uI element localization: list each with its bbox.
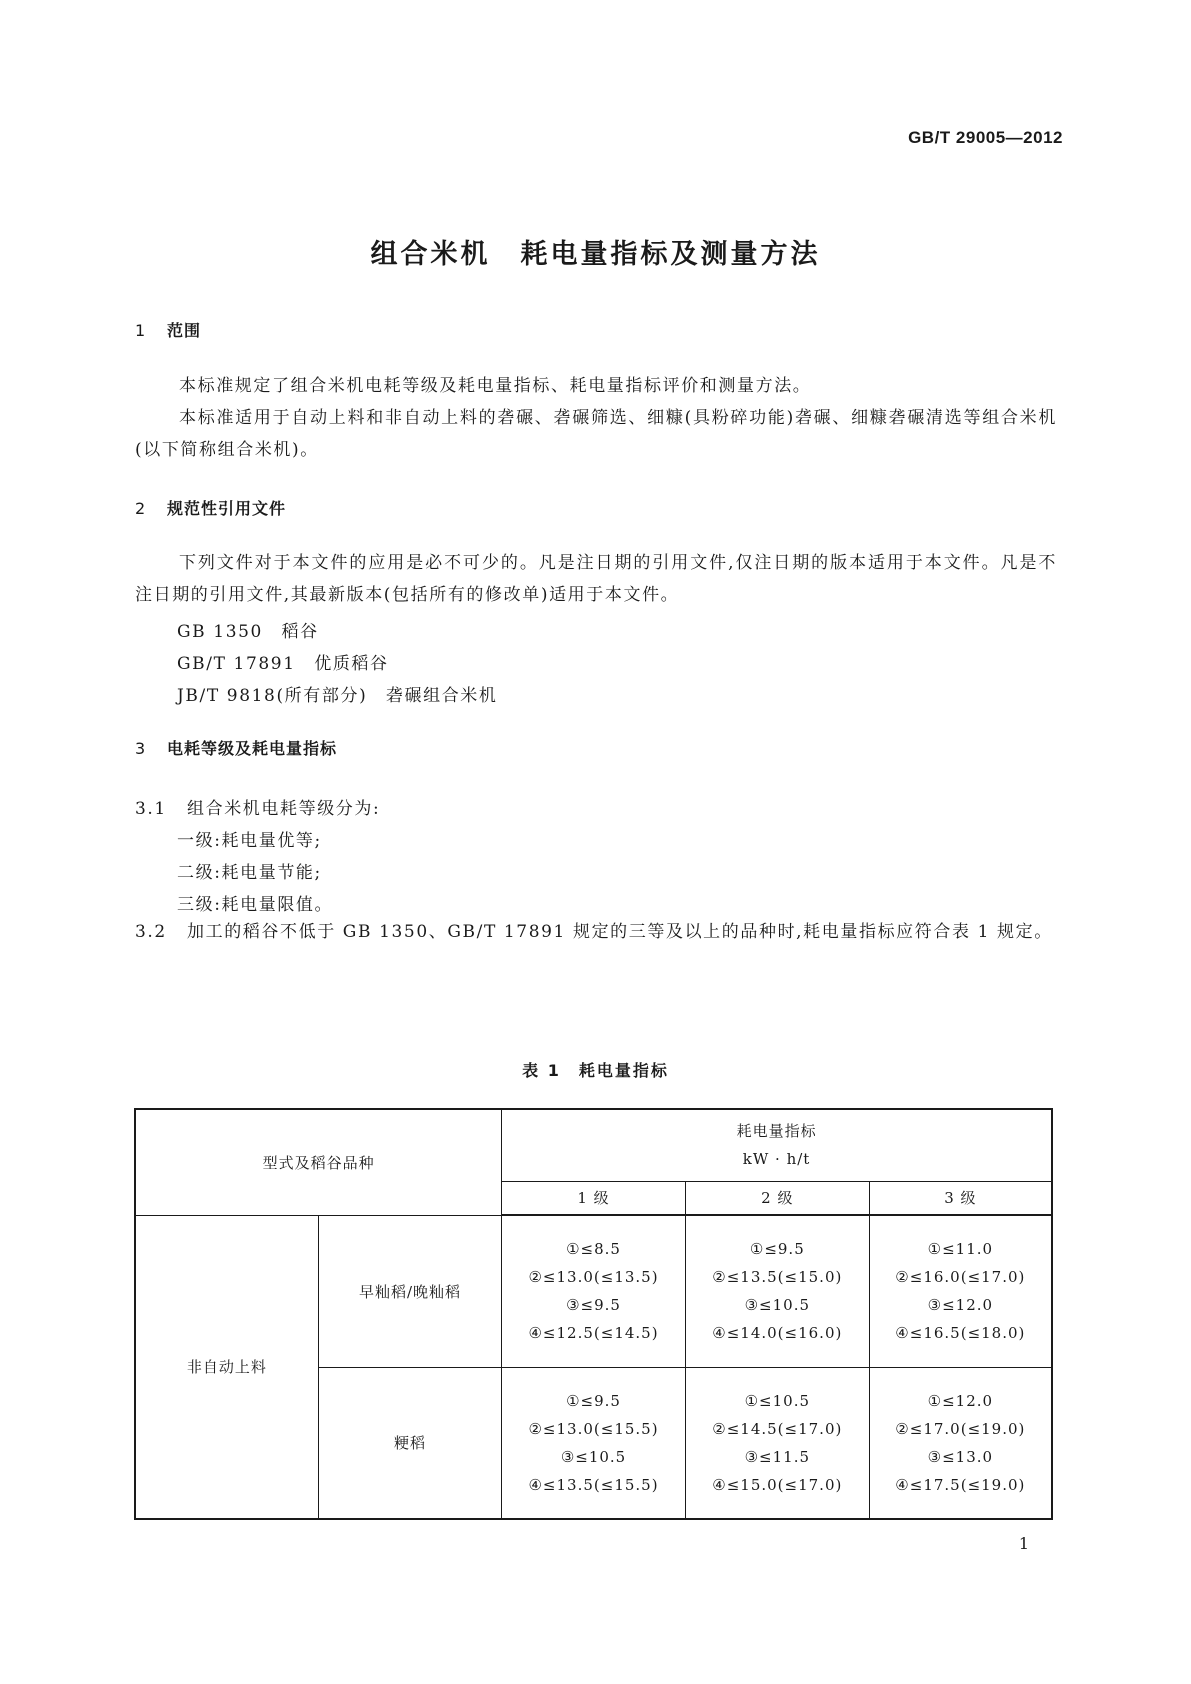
normative-reference: JB/T 9818(所有部分) 砻碾组合米机 [177,686,498,706]
value-line: ③≤11.5 [744,1447,811,1466]
value-line: ④≤12.5(≤14.5) [528,1324,659,1343]
value-line: ②≤17.0(≤19.0) [895,1419,1026,1438]
table-row [135,1215,1052,1367]
value-line: ②≤14.5(≤17.0) [712,1419,843,1438]
value-line: ③≤13.0 [927,1447,994,1466]
clause-3-1-text: 组合米机电耗等级分为: [187,799,381,819]
value-line: ③≤12.0 [927,1296,994,1315]
level-item: 三级:耗电量限值。 [177,895,334,915]
section-2-para-1: 下列文件对于本文件的应用是必不可少的。凡是注日期的引用文件,仅注日期的版本适用于本文件。凡是不注日期的引用文件,其最新版本(包括所有的修改单)适用于本文件。 [135,553,1057,605]
value-line: ④≤15.0(≤17.0) [712,1475,843,1494]
variety-cell: 粳稻 [318,1367,501,1519]
value-line: ④≤16.5(≤18.0) [895,1324,1026,1343]
document-title: 组合米机 耗电量指标及测量方法 [370,239,821,270]
value-line: ④≤17.5(≤19.0) [895,1475,1026,1494]
level-item: 一级:耗电量优等; [177,831,322,851]
value-line: ④≤14.0(≤16.0) [712,1324,843,1343]
value-line: ②≤13.0(≤15.5) [528,1419,659,1438]
clause-3-1-number: 3.1 [135,799,167,819]
clause-3-2 [135,916,1057,948]
section-1-para-1: 本标准规定了组合米机电耗等级及耗电量指标、耗电量指标评价和测量方法。 [179,376,812,396]
page-number: 1 [1018,1534,1029,1553]
normative-reference: GB/T 17891 优质稻谷 [177,654,389,674]
value-line: ①≤9.5 [566,1391,621,1410]
section-2-number: 2 [135,499,147,518]
section-1-para-2: 本标准适用于自动上料和非自动上料的砻碾、砻碾筛选、细糠(具粉碎功能)砻碾、细糠砻碾清选等组合米机(以下简称组合米机)。 [135,408,1057,460]
value-line: ①≤11.0 [927,1240,994,1259]
clause-3-1 [135,794,380,819]
section-1-number: 1 [135,321,147,340]
value-line: ①≤8.5 [566,1240,621,1259]
header-indicator-title: 耗电量指标 [736,1122,817,1141]
energy-consumption-table [134,1108,1053,1520]
header-unit: kW · h/t [742,1150,811,1169]
header-type-variety: 型式及稻谷品种 [135,1109,502,1215]
section-3-number: 3 [135,739,147,758]
section-2-title: 规范性引用文件 [167,499,287,518]
value-line: ③≤10.5 [560,1447,627,1466]
grade-3-cell [869,1367,1052,1519]
header-grade-2: 2 级 [685,1181,869,1215]
section-2-heading [135,496,286,519]
section-3-title: 电耗等级及耗电量指标 [167,739,338,758]
grade-2-cell [685,1367,869,1519]
normative-reference: GB 1350 稻谷 [177,622,319,642]
value-line: ②≤13.5(≤15.0) [712,1268,843,1287]
standard-code: GB/T 29005—2012 [908,128,1063,147]
section-3-heading [135,736,337,759]
value-line: ①≤10.5 [744,1391,811,1410]
header-grade-3: 3 级 [869,1181,1052,1215]
table-caption: 表 1 耗电量指标 [522,1061,669,1080]
grade-3-cell [869,1215,1052,1367]
value-line: ③≤9.5 [566,1296,621,1315]
section-1-heading [135,318,201,341]
header-indicator [502,1109,1052,1181]
grade-1-cell [502,1367,686,1519]
value-line: ②≤13.0(≤13.5) [528,1268,659,1287]
grade-2-cell [685,1215,869,1367]
value-line: ②≤16.0(≤17.0) [895,1268,1026,1287]
clause-3-2-text: 加工的稻谷不低于 GB 1350、GB/T 17891 规定的三等及以上的品种时,耗电量指标应符合表 1 规定。 [187,922,1053,942]
value-line: ①≤9.5 [749,1240,805,1259]
value-line: ④≤13.5(≤15.5) [528,1475,659,1494]
level-item: 二级:耗电量节能; [177,863,322,883]
clause-3-2-number: 3.2 [135,922,167,942]
group-cell: 非自动上料 [135,1215,318,1519]
header-grade-1: 1 级 [502,1181,686,1215]
variety-cell: 早籼稻/晚籼稻 [318,1215,501,1367]
grade-1-cell [502,1215,686,1367]
value-line: ③≤10.5 [744,1296,811,1315]
section-1-title: 范围 [167,321,202,340]
value-line: ①≤12.0 [927,1391,994,1410]
